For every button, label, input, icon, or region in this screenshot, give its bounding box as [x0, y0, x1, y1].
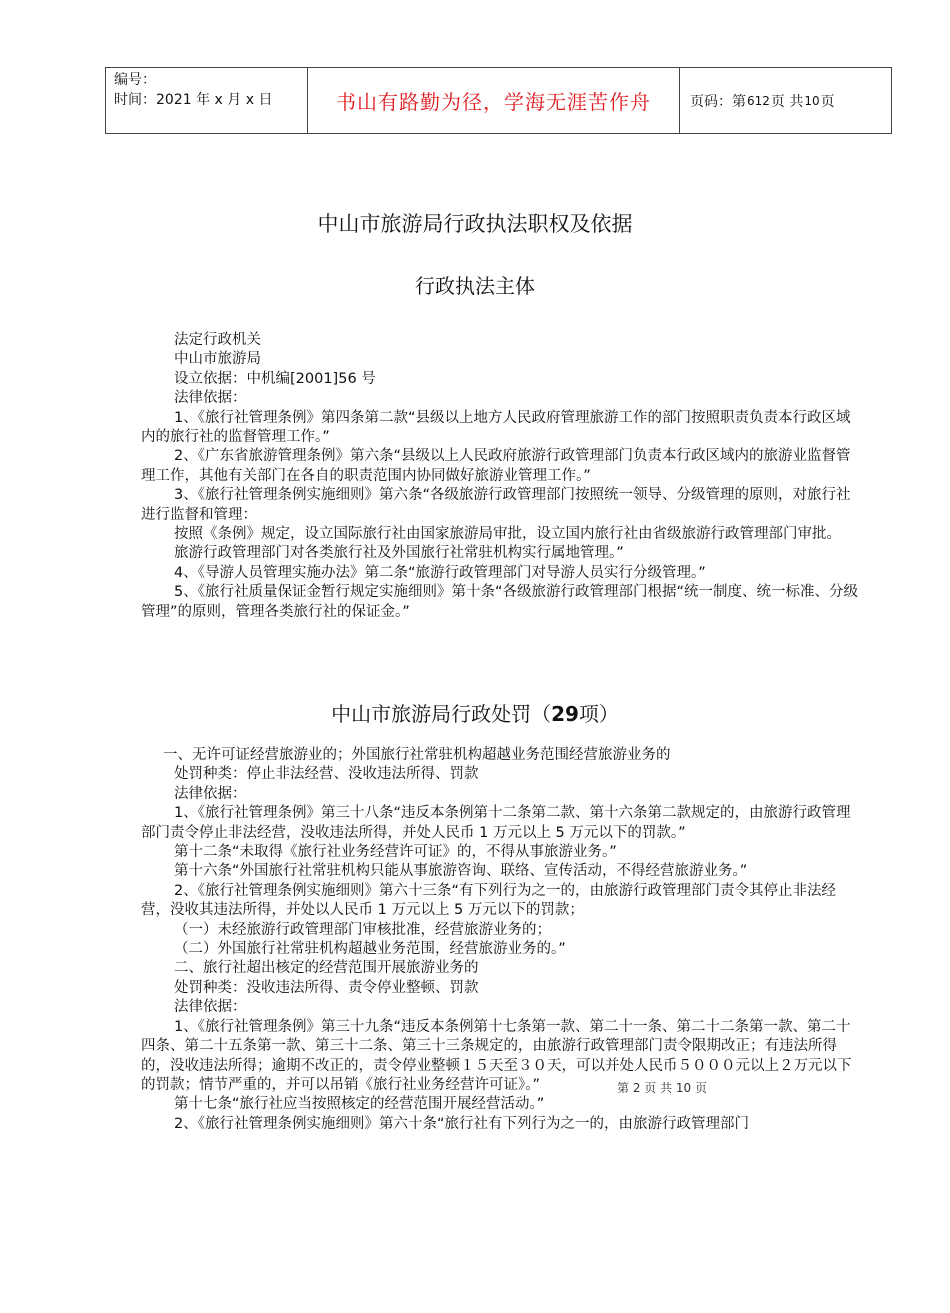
paragraph: 设立依据：中机编[2001]56 号: [174, 370, 376, 387]
paragraph: 2、《旅行社管理条例实施细则》第六十条“旅行社有下列行为之一的，由旅游行政管理部门: [174, 1115, 749, 1132]
header-table: [105, 67, 892, 134]
document-title: 中山市旅游局行政执法职权及依据: [317, 212, 633, 236]
paragraph: 第十二条“未取得《旅行社业务经营许可证》的，不得从事旅游业务。”: [174, 844, 617, 861]
paragraph: 法律依据：: [174, 999, 247, 1016]
page-mid: 页 共: [770, 93, 804, 110]
page-total: 10: [804, 93, 820, 108]
paragraph: 中山市旅游局: [174, 351, 261, 368]
paragraph: 法定行政机关: [174, 332, 261, 348]
penalty-count: 29: [551, 702, 579, 726]
paragraph: 旅游行政管理部门对各类旅行社及外国旅行社常驻机构实行属地管理。”: [174, 545, 624, 562]
page-suffix: 页: [820, 93, 835, 110]
time-label: 时间：2021 年 x 月 x 日: [114, 92, 273, 108]
penalty-title-suffix: 项）: [578, 702, 619, 726]
paragraph: 1、《旅行社管理条例》第三十九条“违反本条例第十七条第一款、第二十一条、第二十二条第一款、第二十四条、第二十五条第一款、第三十二条、第三十三条规定的，由旅游行政管理部门责令限期改正；有违法所得的，没收违法所得；逾期不改正的，责令停业整顿１５天至３０天，可以并处人民币５０００元以上２万元以下的罚款；情节严重的，并可以吊销《旅行社业务经营许可证》。”: [141, 1018, 852, 1093]
paragraph: 3、《旅行社管理条例实施细则》第六条“各级旅游行政管理部门按照统一领导、分级管理的原则，对旅行社进行监督和管理：: [141, 487, 851, 523]
paragraph: （一）未经旅游行政管理部门审核批准，经营旅游业务的；: [174, 921, 551, 938]
paragraph: 4、《导游人员管理实施办法》第二条“旅游行政管理部门对导游人员实行分级管理。”: [174, 564, 706, 581]
page-number-overlay: 第 2 页 共 10 页: [617, 1081, 707, 1095]
serial-label: 编号：: [114, 72, 156, 88]
section-penalty-body: [141, 746, 861, 1134]
motto-text: 书山有路勤为径，学海无涯苦作舟: [336, 90, 651, 114]
penalty-title-prefix: 中山市旅游局行政处罚（: [331, 702, 552, 726]
paragraph: 5、《旅行社质量保证金暂行规定实施细则》第十条“各级旅游行政管理部门根据“统一制度、统一标准、分级管理”的原则，管理各类旅行社的保证金。”: [141, 584, 858, 620]
section-title-penalty: [0, 698, 950, 727]
paragraph: 法律依据：: [174, 785, 247, 802]
paragraph: 2、《旅行社管理条例实施细则》第六十三条“有下列行为之一的，由旅游行政管理部门责令其停止非法经营，没收其违法所得，并处以人民币 1 万元以上 5 万元以下的罚款；: [141, 882, 836, 919]
page-current: 612: [747, 93, 770, 108]
paragraph: 第十七条“旅行社应当按照核定的经营范围开展经营活动。”: [174, 1096, 545, 1113]
item-heading: 二、旅行社超出核定的经营范围开展旅游业务的: [174, 960, 479, 977]
paragraph: 法律依据：: [174, 390, 247, 407]
paragraph: 2、《广东省旅游管理条例》第六条“县级以上人民政府旅游行政管理部门负责本行政区域内的旅游业监督管理工作，其他有关部门在各自的职责范围内协同做好旅游业管理工作。”: [141, 448, 851, 484]
paragraph: 处罚种类：没收违法所得、责令停业整顿、罚款: [174, 979, 479, 996]
motto-cell: [308, 68, 680, 133]
section-subject-body: [141, 331, 861, 622]
paragraph: 按照《条例》规定，设立国际旅行社由国家旅游局审批，设立国内旅行社由省级旅游行政管理部门审批。: [174, 526, 841, 543]
item-heading: 一、无许可证经营旅游业的；外国旅行社常驻机构超越业务范围经营旅游业务的: [163, 747, 671, 763]
header-meta-cell: [106, 68, 308, 133]
paragraph: 第十六条“外国旅行社常驻机构只能从事旅游咨询、联络、宣传活动，不得经营旅游业务。”: [174, 863, 748, 880]
paragraph: 1、《旅行社管理条例》第三十八条“违反本条例第十二条第二款、第十六条第二款规定的，由旅游行政管理部门责令停止非法经营，没收违法所得，并处人民币 1 万元以上 5 万元以下的罚款。”: [141, 805, 851, 841]
paragraph: （二）外国旅行社常驻机构超越业务范围，经营旅游业务的。”: [174, 941, 566, 958]
page-prefix: 页码：第: [690, 93, 746, 110]
paragraph: 处罚种类：停止非法经营、没收违法所得、罚款: [174, 766, 479, 783]
paragraph: 1、《旅行社管理条例》第四条第二款“县级以上地方人民政府管理旅游工作的部门按照职责负责本行政区域内的旅行社的监督管理工作。”: [141, 409, 851, 446]
section-title-subject: 行政执法主体: [415, 274, 535, 298]
page-info-cell: [680, 68, 891, 133]
